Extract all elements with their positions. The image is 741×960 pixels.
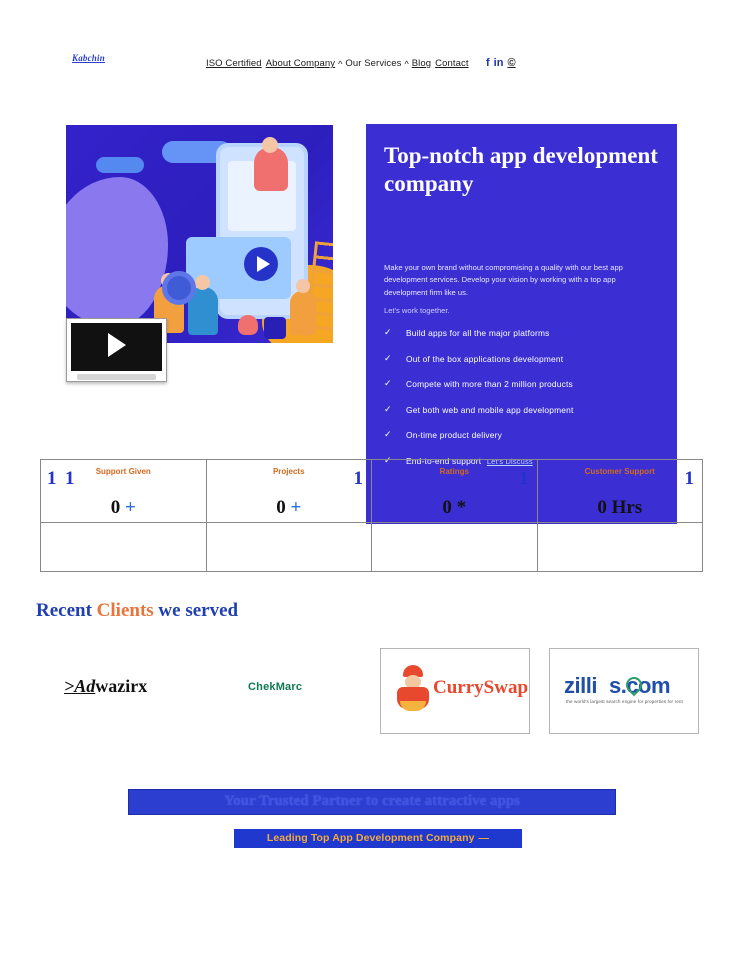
list-item	[384, 430, 663, 440]
promo-banner-secondary-label: Leading Top App Development Company	[266, 832, 475, 844]
linkedin-icon[interactable]: in	[493, 57, 504, 69]
facebook-icon[interactable]: f	[486, 57, 490, 69]
chevron-down-icon-about[interactable]: ^	[338, 58, 343, 69]
stat-value-customer-support	[538, 497, 703, 519]
zillios-label	[564, 673, 670, 699]
client-logo-curryswap[interactable]	[380, 648, 530, 734]
nav-item-about-company[interactable]: About Company	[265, 58, 336, 69]
client-logo-zillios[interactable]	[549, 648, 699, 734]
person-head-1	[262, 137, 278, 153]
promo-banner-primary[interactable]	[128, 789, 616, 815]
chevron-down-icon-services[interactable]: ^	[404, 58, 409, 69]
stat-counter-digit: 1	[353, 468, 363, 489]
clients-heading-part-1: Recent	[36, 600, 92, 621]
hero-section	[0, 86, 741, 466]
list-item-label: Get both web and mobile app development	[406, 404, 574, 415]
stat-cell-projects	[207, 460, 373, 571]
client-logo-chekmarc[interactable]: ChekMarc	[248, 681, 303, 693]
list-item	[384, 328, 663, 338]
stat-value-projects	[207, 497, 372, 519]
nav-item-blog[interactable]: Blog	[411, 58, 432, 69]
clients-section-heading	[36, 600, 238, 622]
hero-lets-work-text: Let's work together.	[384, 306, 450, 315]
video-screen	[71, 323, 162, 371]
list-item-label: On-time product delivery	[406, 430, 503, 440]
check-icon: ✓	[384, 327, 392, 337]
play-icon[interactable]	[108, 333, 126, 357]
site-header	[0, 0, 741, 86]
check-icon: ✓	[384, 454, 392, 465]
client-logo-wazirx[interactable]	[64, 676, 147, 697]
stat-label-support-given: Support Given	[95, 467, 151, 476]
mascot-bowl	[400, 701, 426, 711]
stat-counter-digit-b: 1	[65, 468, 75, 489]
stat-number: 0	[597, 497, 607, 518]
list-item	[384, 405, 663, 415]
color-swatch-icon	[264, 317, 286, 339]
stat-counter-digit: 1	[519, 468, 529, 489]
clients-heading-accent: Clients	[96, 600, 154, 621]
stat-value-ratings	[372, 497, 537, 519]
hero-illustration	[66, 125, 333, 343]
stat-suffix: *	[456, 497, 467, 518]
stat-label-projects: Projects	[272, 467, 305, 476]
lets-discuss-link[interactable]: Let's Discuss	[486, 456, 533, 466]
clients-heading-part-2: we served	[158, 600, 239, 621]
stat-cell-customer-support	[538, 460, 703, 571]
list-item-label: Out of the box applications development	[406, 353, 564, 364]
purple-blob-shape	[66, 177, 168, 327]
list-item	[384, 379, 663, 389]
check-icon: ✓	[384, 352, 392, 363]
wazirx-mark: >Ad	[64, 676, 96, 696]
promo-banner-secondary-dash: —	[478, 832, 490, 844]
clients-logo-row	[36, 648, 706, 744]
stat-counter-digit: 1	[684, 468, 694, 489]
check-icon: ✓	[384, 429, 392, 439]
hero-title: Top-notch app development company	[384, 143, 658, 197]
brand-logo[interactable]: Kabchin	[72, 53, 105, 63]
curryswap-mascot-icon	[395, 665, 431, 713]
check-icon: ✓	[384, 378, 392, 388]
nav-item-iso-certified[interactable]: ISO Certified	[206, 58, 262, 69]
curryswap-label: CurrySwap	[433, 677, 529, 698]
social-links	[486, 57, 516, 69]
stat-suffix: Hrs	[611, 497, 643, 518]
stat-number: 0	[442, 497, 452, 518]
wazirx-label: wazirx	[95, 676, 148, 696]
stats-bar	[40, 456, 703, 572]
copyright-icon[interactable]: ©	[507, 57, 516, 69]
stat-cell-support-given	[41, 460, 207, 571]
stat-number: 0	[276, 497, 286, 518]
zillios-label-part-2: s.com	[608, 673, 671, 698]
stat-counter-digit-a: 1	[47, 468, 57, 489]
promo-banner-secondary-text	[234, 832, 522, 844]
list-item-label: End-to-end support	[406, 455, 482, 466]
video-player-base	[77, 374, 156, 380]
main-navigation	[204, 58, 471, 69]
zillios-tagline: the world's largest search engine for properties for rent	[566, 699, 683, 704]
stat-value-support-given	[41, 497, 206, 519]
video-player-thumbnail[interactable]	[66, 318, 167, 382]
person-head-4	[296, 279, 310, 293]
stat-number: 0	[110, 497, 121, 518]
promo-banner-primary-text: Your Trusted Partner to create attractive apps	[223, 793, 521, 809]
bell-icon	[238, 315, 258, 335]
person-illustration-4	[290, 291, 316, 335]
check-icon: ✓	[384, 403, 392, 414]
nav-item-contact[interactable]: Contact	[435, 58, 469, 69]
stat-cell-ratings	[372, 460, 538, 571]
person-head-3	[195, 275, 210, 290]
play-circle-icon	[244, 247, 278, 281]
stat-suffix: +	[124, 497, 136, 518]
person-illustration-1	[254, 147, 288, 191]
stat-label-customer-support: Customer Support	[584, 467, 655, 476]
hero-subtitle: Make your own brand without compromising a quality with our best app development services. Develop your vision by working with a top app development firm like us.	[384, 263, 623, 297]
list-item	[384, 354, 663, 364]
promo-banner-secondary[interactable]	[234, 829, 522, 848]
zillios-label-part-1: zilli	[564, 673, 597, 698]
stat-label-ratings: Ratings	[439, 467, 469, 476]
list-item-label: Compete with more than 2 million products	[406, 379, 573, 389]
stat-suffix: +	[290, 497, 302, 518]
list-item-label: Build apps for all the major platforms	[406, 328, 550, 338]
nav-item-our-services[interactable]: Our Services	[345, 58, 402, 69]
gear-icon	[162, 271, 196, 305]
cloud-shape-icon-2	[96, 157, 144, 173]
